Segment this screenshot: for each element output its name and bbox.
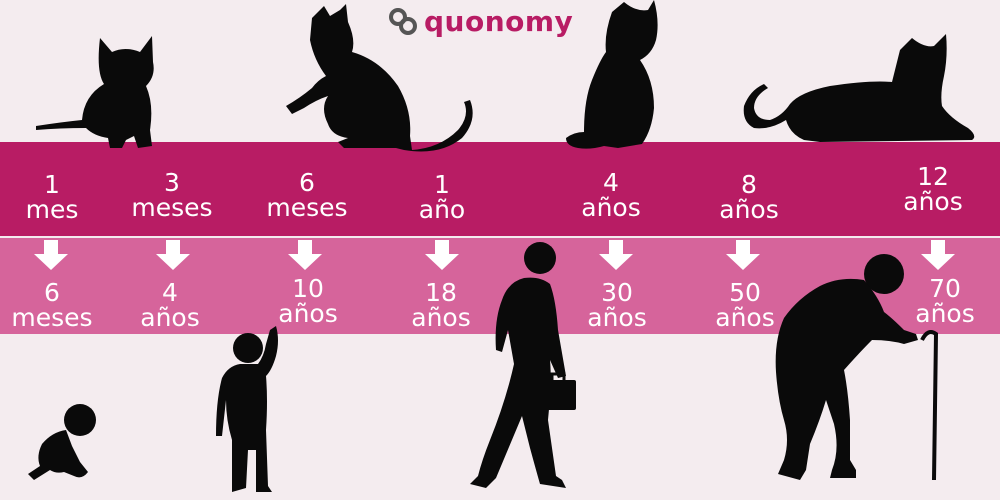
down-arrow-icon	[34, 240, 68, 270]
down-arrow-icon	[156, 240, 190, 270]
child-silhouette-icon	[216, 326, 278, 492]
human-age-label: 4 años	[140, 278, 200, 332]
cat-age-label: 1 mes	[25, 170, 79, 224]
adult-man-silhouette-icon	[470, 242, 576, 488]
down-arrow-icon	[288, 240, 322, 270]
cat-age-label: 3 meses	[131, 168, 213, 222]
human-age-label: 6 meses	[11, 278, 93, 332]
kitten-silhouette-icon	[36, 36, 154, 148]
human-age-label: 30 años	[587, 278, 647, 332]
elderly-man-silhouette-icon	[776, 254, 936, 480]
down-arrow-icon	[921, 240, 955, 270]
baby-silhouette-icon	[28, 404, 96, 480]
down-arrow-icon	[599, 240, 633, 270]
brand-name: quonomy	[424, 4, 574, 38]
cat-age-label: 12 años	[903, 162, 963, 216]
cat-age-label: 8 años	[719, 170, 779, 224]
down-arrow-icon	[726, 240, 760, 270]
adult-cat-silhouette-icon	[566, 0, 658, 149]
cat-age-label: 4 años	[581, 168, 641, 222]
young-cat-silhouette-icon	[286, 4, 473, 152]
down-arrow-icon	[425, 240, 459, 270]
human-age-label: 18 años	[411, 278, 471, 332]
cat-age-label: 6 meses	[266, 168, 348, 222]
cat-age-label: 1 año	[418, 170, 466, 224]
human-age-label: 10 años	[278, 274, 338, 328]
human-age-label: 70 años	[915, 274, 975, 328]
human-age-label: 50 años	[715, 278, 775, 332]
senior-cat-silhouette-icon	[744, 34, 975, 142]
